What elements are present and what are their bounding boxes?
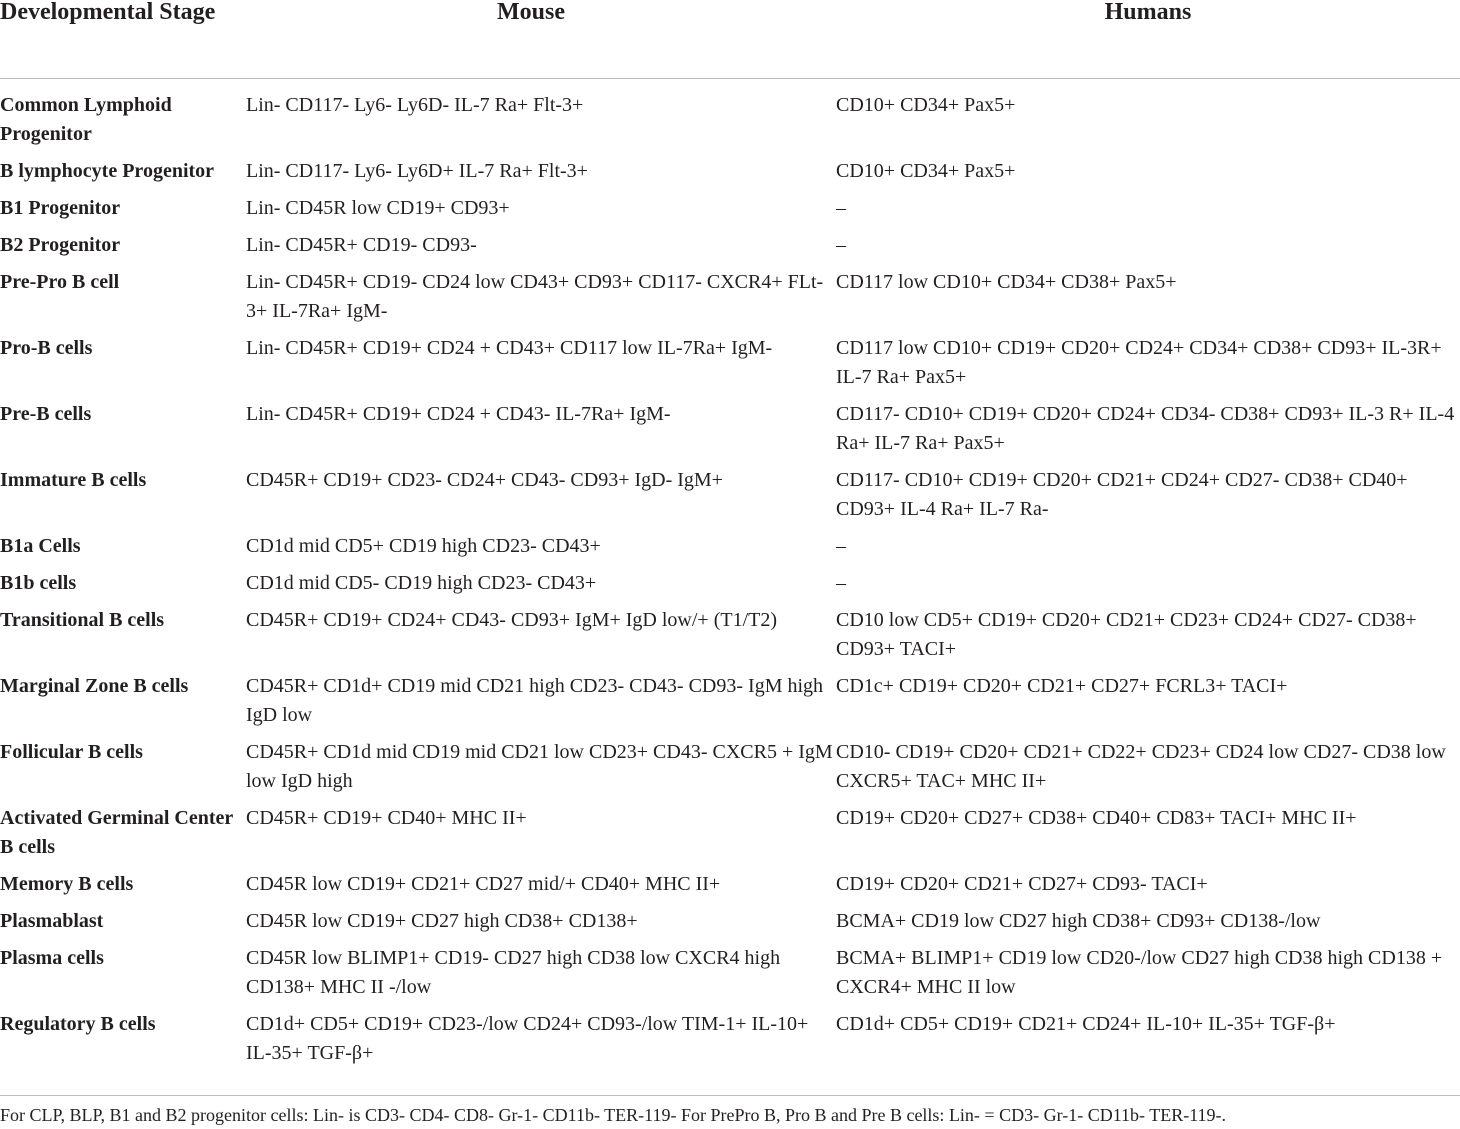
table-footnote: For CLP, BLP, B1 and B2 progenitor cells: Lin- is CD3- CD4- CD8- Gr-1- CD11b- TER-119- For PrePro B, Pro B and Pre B cells: Lin- = CD3- Gr-1- CD11b- TER-119-. [0, 1105, 1227, 1125]
table-row [0, 870, 1460, 907]
table-row [0, 1010, 1460, 1076]
header-mouse: Mouse [497, 0, 565, 25]
stage-cell: Marginal Zone B cells [0, 675, 189, 697]
footer-divider [0, 1095, 1460, 1096]
mouse-markers-cell: CD45R low CD19+ CD21+ CD27 mid/+ CD40+ MHC II+ [246, 873, 721, 895]
mouse-markers-cell: CD1d mid CD5+ CD19 high CD23- CD43+ [246, 535, 601, 557]
human-markers-cell: CD19+ CD20+ CD27+ CD38+ CD40+ CD83+ TACI+ MHC II+ [836, 807, 1357, 829]
table-row [0, 194, 1460, 231]
table-row [0, 569, 1460, 606]
mouse-markers-cell: Lin- CD45R low CD19+ CD93+ [246, 197, 510, 219]
stage-cell: Regulatory B cells [0, 1013, 156, 1035]
header-humans: Humans [1104, 0, 1192, 25]
table-row [0, 606, 1460, 672]
table-header [0, 0, 1460, 79]
human-markers-cell: CD117- CD10+ CD19+ CD20+ CD24+ CD34- CD38+ CD93+ IL-3 R+ IL-4 Ra+ IL-7 Ra+ Pax5+ [836, 403, 1455, 454]
stage-cell: Common Lymphoid Progenitor [0, 94, 172, 145]
table-row [0, 532, 1460, 569]
mouse-markers-cell: CD45R low BLIMP1+ CD19- CD27 high CD38 low CXCR4 high CD138+ MHC II -/low [246, 947, 781, 998]
human-markers-cell: CD117 low CD10+ CD19+ CD20+ CD24+ CD34+ CD38+ CD93+ IL-3R+ IL-7 Ra+ Pax5+ [836, 337, 1442, 388]
human-markers-cell: CD19+ CD20+ CD21+ CD27+ CD93- TACI+ [836, 873, 1208, 895]
table-row [0, 738, 1460, 804]
human-markers-cell: CD10+ CD34+ Pax5+ [836, 94, 1016, 116]
table-row [0, 804, 1460, 870]
stage-cell: Transitional B cells [0, 609, 165, 631]
stage-cell: Memory B cells [0, 873, 134, 895]
table-row [0, 944, 1460, 1010]
mouse-markers-cell: Lin- CD117- Ly6- Ly6D- IL-7 Ra+ Flt-3+ [246, 94, 584, 116]
stage-cell: Plasma cells [0, 947, 104, 969]
human-markers-cell: CD10 low CD5+ CD19+ CD20+ CD21+ CD23+ CD24+ CD27- CD38+ CD93+ TACI+ [836, 609, 1417, 660]
table-row [0, 400, 1460, 466]
stage-cell: B lymphocyte Progenitor [0, 160, 215, 182]
mouse-markers-cell: Lin- CD45R+ CD19- CD24 low CD43+ CD93+ CD117- CXCR4+ FLt-3+ IL-7Ra+ IgM- [246, 271, 824, 322]
mouse-markers-cell: CD45R+ CD1d mid CD19 mid CD21 low CD23+ CD43- CXCR5 + IgM low IgD high [246, 741, 833, 792]
human-markers-cell: – [836, 535, 846, 557]
stage-cell: Pre-Pro B cell [0, 271, 120, 293]
table-row [0, 157, 1460, 194]
stage-cell: Immature B cells [0, 469, 147, 491]
mouse-markers-cell: CD45R+ CD19+ CD23- CD24+ CD43- CD93+ IgD- IgM+ [246, 469, 723, 491]
mouse-markers-cell: CD45R+ CD19+ CD40+ MHC II+ [246, 807, 527, 829]
table-row [0, 672, 1460, 738]
table-row [0, 334, 1460, 400]
human-markers-cell: BCMA+ CD19 low CD27 high CD38+ CD93+ CD138-/low [836, 910, 1321, 932]
mouse-markers-cell: CD45R+ CD19+ CD24+ CD43- CD93+ IgM+ IgD low/+ (T1/T2) [246, 609, 778, 631]
human-markers-cell: CD1c+ CD19+ CD20+ CD21+ CD27+ FCRL3+ TACI+ [836, 675, 1288, 697]
table-row [0, 268, 1460, 334]
stage-cell: B1b cells [0, 572, 77, 594]
stage-cell: Plasmablast [0, 910, 104, 932]
marker-table [0, 91, 1460, 1076]
mouse-markers-cell: Lin- CD117- Ly6- Ly6D+ IL-7 Ra+ Flt-3+ [246, 160, 588, 182]
mouse-markers-cell: Lin- CD45R+ CD19+ CD24 + CD43+ CD117 low IL-7Ra+ IgM- [246, 337, 773, 359]
human-markers-cell: CD117- CD10+ CD19+ CD20+ CD21+ CD24+ CD27- CD38+ CD40+ CD93+ IL-4 Ra+ IL-7 Ra- [836, 469, 1408, 520]
header-developmental-stage: Developmental Stage [0, 0, 216, 25]
human-markers-cell: – [836, 197, 846, 219]
stage-cell: Activated Germinal Center B cells [0, 807, 233, 858]
mouse-markers-cell: Lin- CD45R+ CD19- CD93- [246, 234, 477, 256]
mouse-markers-cell: CD45R low CD19+ CD27 high CD38+ CD138+ [246, 910, 638, 932]
human-markers-cell: – [836, 234, 846, 256]
stage-cell: B1 Progenitor [0, 197, 121, 219]
stage-cell: B2 Progenitor [0, 234, 121, 256]
human-markers-cell: CD10- CD19+ CD20+ CD21+ CD22+ CD23+ CD24 low CD27- CD38 low CXCR5+ TAC+ MHC II+ [836, 741, 1446, 792]
stage-cell: Follicular B cells [0, 741, 143, 763]
table-row [0, 466, 1460, 532]
mouse-markers-cell: Lin- CD45R+ CD19+ CD24 + CD43- IL-7Ra+ IgM- [246, 403, 671, 425]
mouse-markers-cell: CD1d+ CD5+ CD19+ CD23-/low CD24+ CD93-/low TIM-1+ IL-10+ IL-35+ TGF-β+ [246, 1013, 809, 1064]
table-body [0, 91, 1460, 1076]
stage-cell: Pre-B cells [0, 403, 92, 425]
stage-cell: Pro-B cells [0, 337, 93, 359]
stage-cell: B1a Cells [0, 535, 81, 557]
human-markers-cell: BCMA+ BLIMP1+ CD19 low CD20-/low CD27 high CD38 high CD138 + CXCR4+ MHC II low [836, 947, 1443, 998]
table-row [0, 91, 1460, 157]
human-markers-cell: CD117 low CD10+ CD34+ CD38+ Pax5+ [836, 271, 1177, 293]
table-row [0, 231, 1460, 268]
human-markers-cell: CD10+ CD34+ Pax5+ [836, 160, 1016, 182]
human-markers-cell: – [836, 572, 846, 594]
mouse-markers-cell: CD45R+ CD1d+ CD19 mid CD21 high CD23- CD43- CD93- IgM high IgD low [246, 675, 824, 726]
mouse-markers-cell: CD1d mid CD5- CD19 high CD23- CD43+ [246, 572, 597, 594]
human-markers-cell: CD1d+ CD5+ CD19+ CD21+ CD24+ IL-10+ IL-35+ TGF-β+ [836, 1013, 1336, 1035]
table-row [0, 907, 1460, 944]
